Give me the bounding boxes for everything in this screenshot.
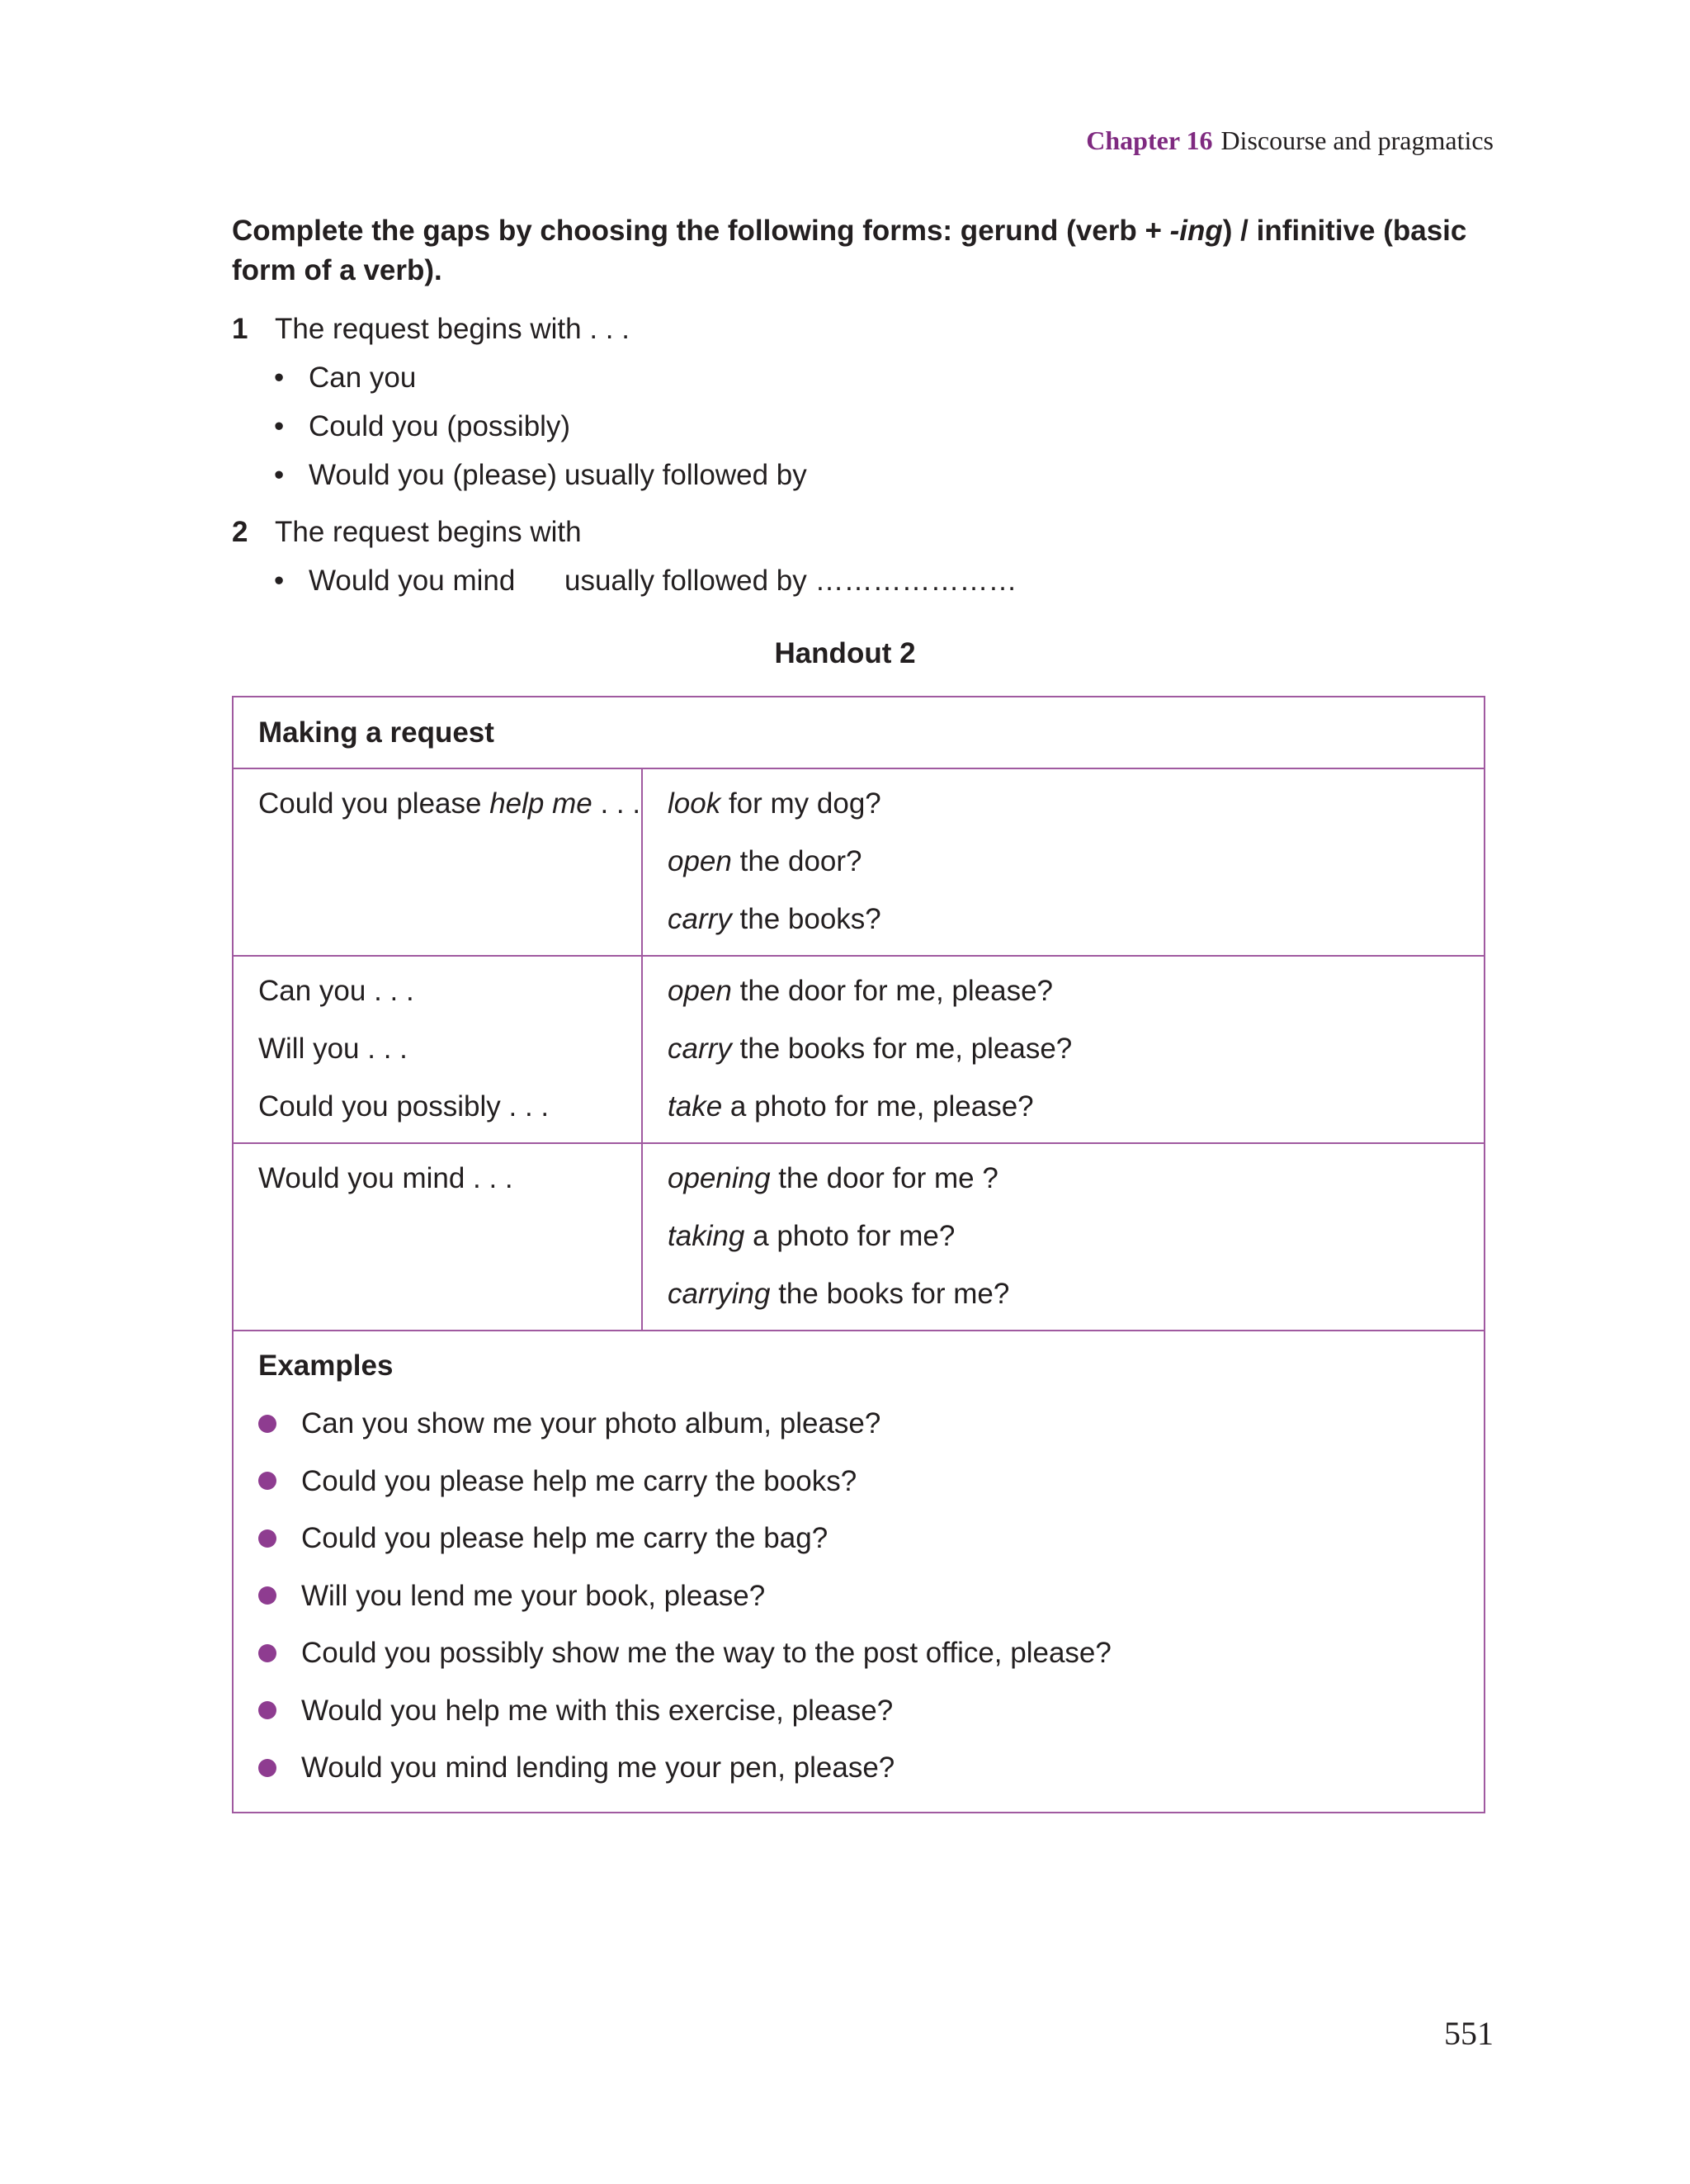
cell-italic: carry — [668, 1033, 732, 1065]
example-text: Would you mind lending me your pen, please? — [301, 1751, 895, 1784]
table-cell-right — [643, 769, 1484, 955]
cell-italic: look — [668, 787, 721, 820]
bullet-dot-icon — [258, 1701, 276, 1719]
examples-list — [234, 1395, 1484, 1812]
table-cell-left — [234, 957, 643, 1142]
running-head — [1086, 125, 1494, 156]
list-item — [234, 1395, 1484, 1453]
cell-text: the books for me? — [770, 1278, 1010, 1310]
cell-text: the books for me, please? — [731, 1033, 1073, 1065]
list-item — [234, 1682, 1484, 1740]
cell-text: for my dog? — [720, 787, 881, 820]
cell-italic: carry — [668, 903, 732, 935]
list-item — [234, 1453, 1484, 1510]
cell-line — [668, 833, 1484, 891]
cell-line — [668, 775, 1484, 833]
question-1-bullet-2 — [274, 407, 570, 447]
cell-line: Will you . . . — [258, 1033, 408, 1065]
table-header: Making a request — [234, 697, 1484, 769]
question-text: The request begins with — [275, 516, 582, 548]
table-cell-right — [643, 957, 1484, 1142]
cell-text: a photo for me? — [744, 1220, 956, 1252]
instruction-before: Complete the gaps by choosing the following forms: gerund (verb + — [232, 215, 1170, 247]
instruction-text — [232, 211, 1494, 291]
bullet-icon: • — [274, 410, 285, 442]
bullet-text: Can you — [309, 362, 417, 394]
bullet-dot-icon — [258, 1644, 276, 1662]
list-item — [234, 1567, 1484, 1625]
table-cell-right — [643, 1144, 1484, 1330]
bullet-text: Could you (possibly) — [309, 410, 571, 442]
cell-italic: take — [668, 1090, 723, 1123]
list-item — [234, 1624, 1484, 1682]
cell-text: the door for me ? — [770, 1162, 998, 1194]
table-row — [234, 769, 1484, 957]
cell-line — [668, 1265, 1484, 1323]
examples-title: Examples — [258, 1350, 394, 1382]
cell-line — [668, 962, 1484, 1020]
cell-text: the door for me, please? — [731, 975, 1053, 1007]
bullet-icon: • — [274, 459, 285, 491]
cell-italic: open — [668, 845, 732, 877]
cell-text: the door? — [731, 845, 862, 877]
table-cell-left — [234, 1144, 643, 1330]
bullet-text: Would you mind — [309, 565, 516, 597]
cell-text: a photo for me, please? — [722, 1090, 1034, 1123]
handout-title: Handout 2 — [774, 637, 916, 669]
followed-by-text: usually followed by — [564, 459, 807, 491]
cell-line: Could you possibly . . . — [258, 1090, 550, 1123]
example-text: Could you please help me carry the bag? — [301, 1522, 828, 1554]
list-item — [234, 1739, 1484, 1797]
bullet-text: Would you (please) — [309, 459, 557, 491]
cell-text: the books? — [731, 903, 881, 935]
question-number: 1 — [232, 313, 248, 345]
example-text: Can you show me your photo album, please? — [301, 1407, 881, 1439]
bullet-icon: • — [274, 362, 285, 394]
bullet-dot-icon — [258, 1415, 276, 1433]
question-1-bullet-3 — [274, 456, 807, 495]
instruction-italic: -ing — [1169, 215, 1223, 247]
table-row — [234, 1144, 1484, 1331]
followed-by-text: usually followed by ………………… — [564, 565, 1017, 597]
cell-line: Can you . . . — [258, 975, 414, 1007]
example-text: Could you please help me carry the books? — [301, 1464, 857, 1497]
cell-line: Would you mind . . . — [258, 1162, 513, 1194]
question-2-bullet-1 — [274, 561, 1017, 601]
question-2 — [232, 513, 582, 552]
example-text: Could you possibly show me the way to the post office, please? — [301, 1637, 1112, 1669]
cell-italic: taking — [668, 1220, 745, 1252]
page-number: 551 — [1444, 2015, 1494, 2052]
cell-line — [258, 775, 641, 833]
bullet-dot-icon — [258, 1586, 276, 1605]
request-table — [232, 696, 1485, 1813]
example-text: Would you help me with this exercise, please? — [301, 1694, 894, 1727]
question-text: The request begins with . . . — [275, 313, 630, 345]
cell-italic: carrying — [668, 1278, 771, 1310]
bullet-dot-icon — [258, 1759, 276, 1777]
cell-italic: opening — [668, 1162, 771, 1194]
cell-line — [668, 1020, 1484, 1078]
bullet-icon: • — [274, 565, 285, 597]
question-number: 2 — [232, 516, 248, 548]
cell-italic: help me — [489, 787, 592, 820]
cell-line — [668, 1150, 1484, 1208]
cell-text: . . . — [592, 787, 641, 820]
cell-italic: open — [668, 975, 732, 1007]
cell-text: Could you please — [258, 787, 490, 820]
list-item — [234, 1510, 1484, 1567]
instruction-after: ) / infinitive (basic form of a verb). — [232, 215, 1467, 286]
bullet-dot-icon — [258, 1529, 276, 1548]
example-text: Will you lend me your book, please? — [301, 1579, 766, 1612]
cell-line — [668, 1078, 1484, 1136]
table-row — [234, 957, 1484, 1144]
question-1-bullet-1 — [274, 358, 416, 398]
table-cell-left — [234, 769, 643, 955]
chapter-label: Chapter 16 — [1086, 125, 1213, 155]
chapter-title: Discourse and pragmatics — [1220, 125, 1494, 155]
question-1 — [232, 310, 630, 349]
cell-line — [668, 1208, 1484, 1265]
bullet-dot-icon — [258, 1472, 276, 1490]
cell-line — [668, 891, 1484, 948]
